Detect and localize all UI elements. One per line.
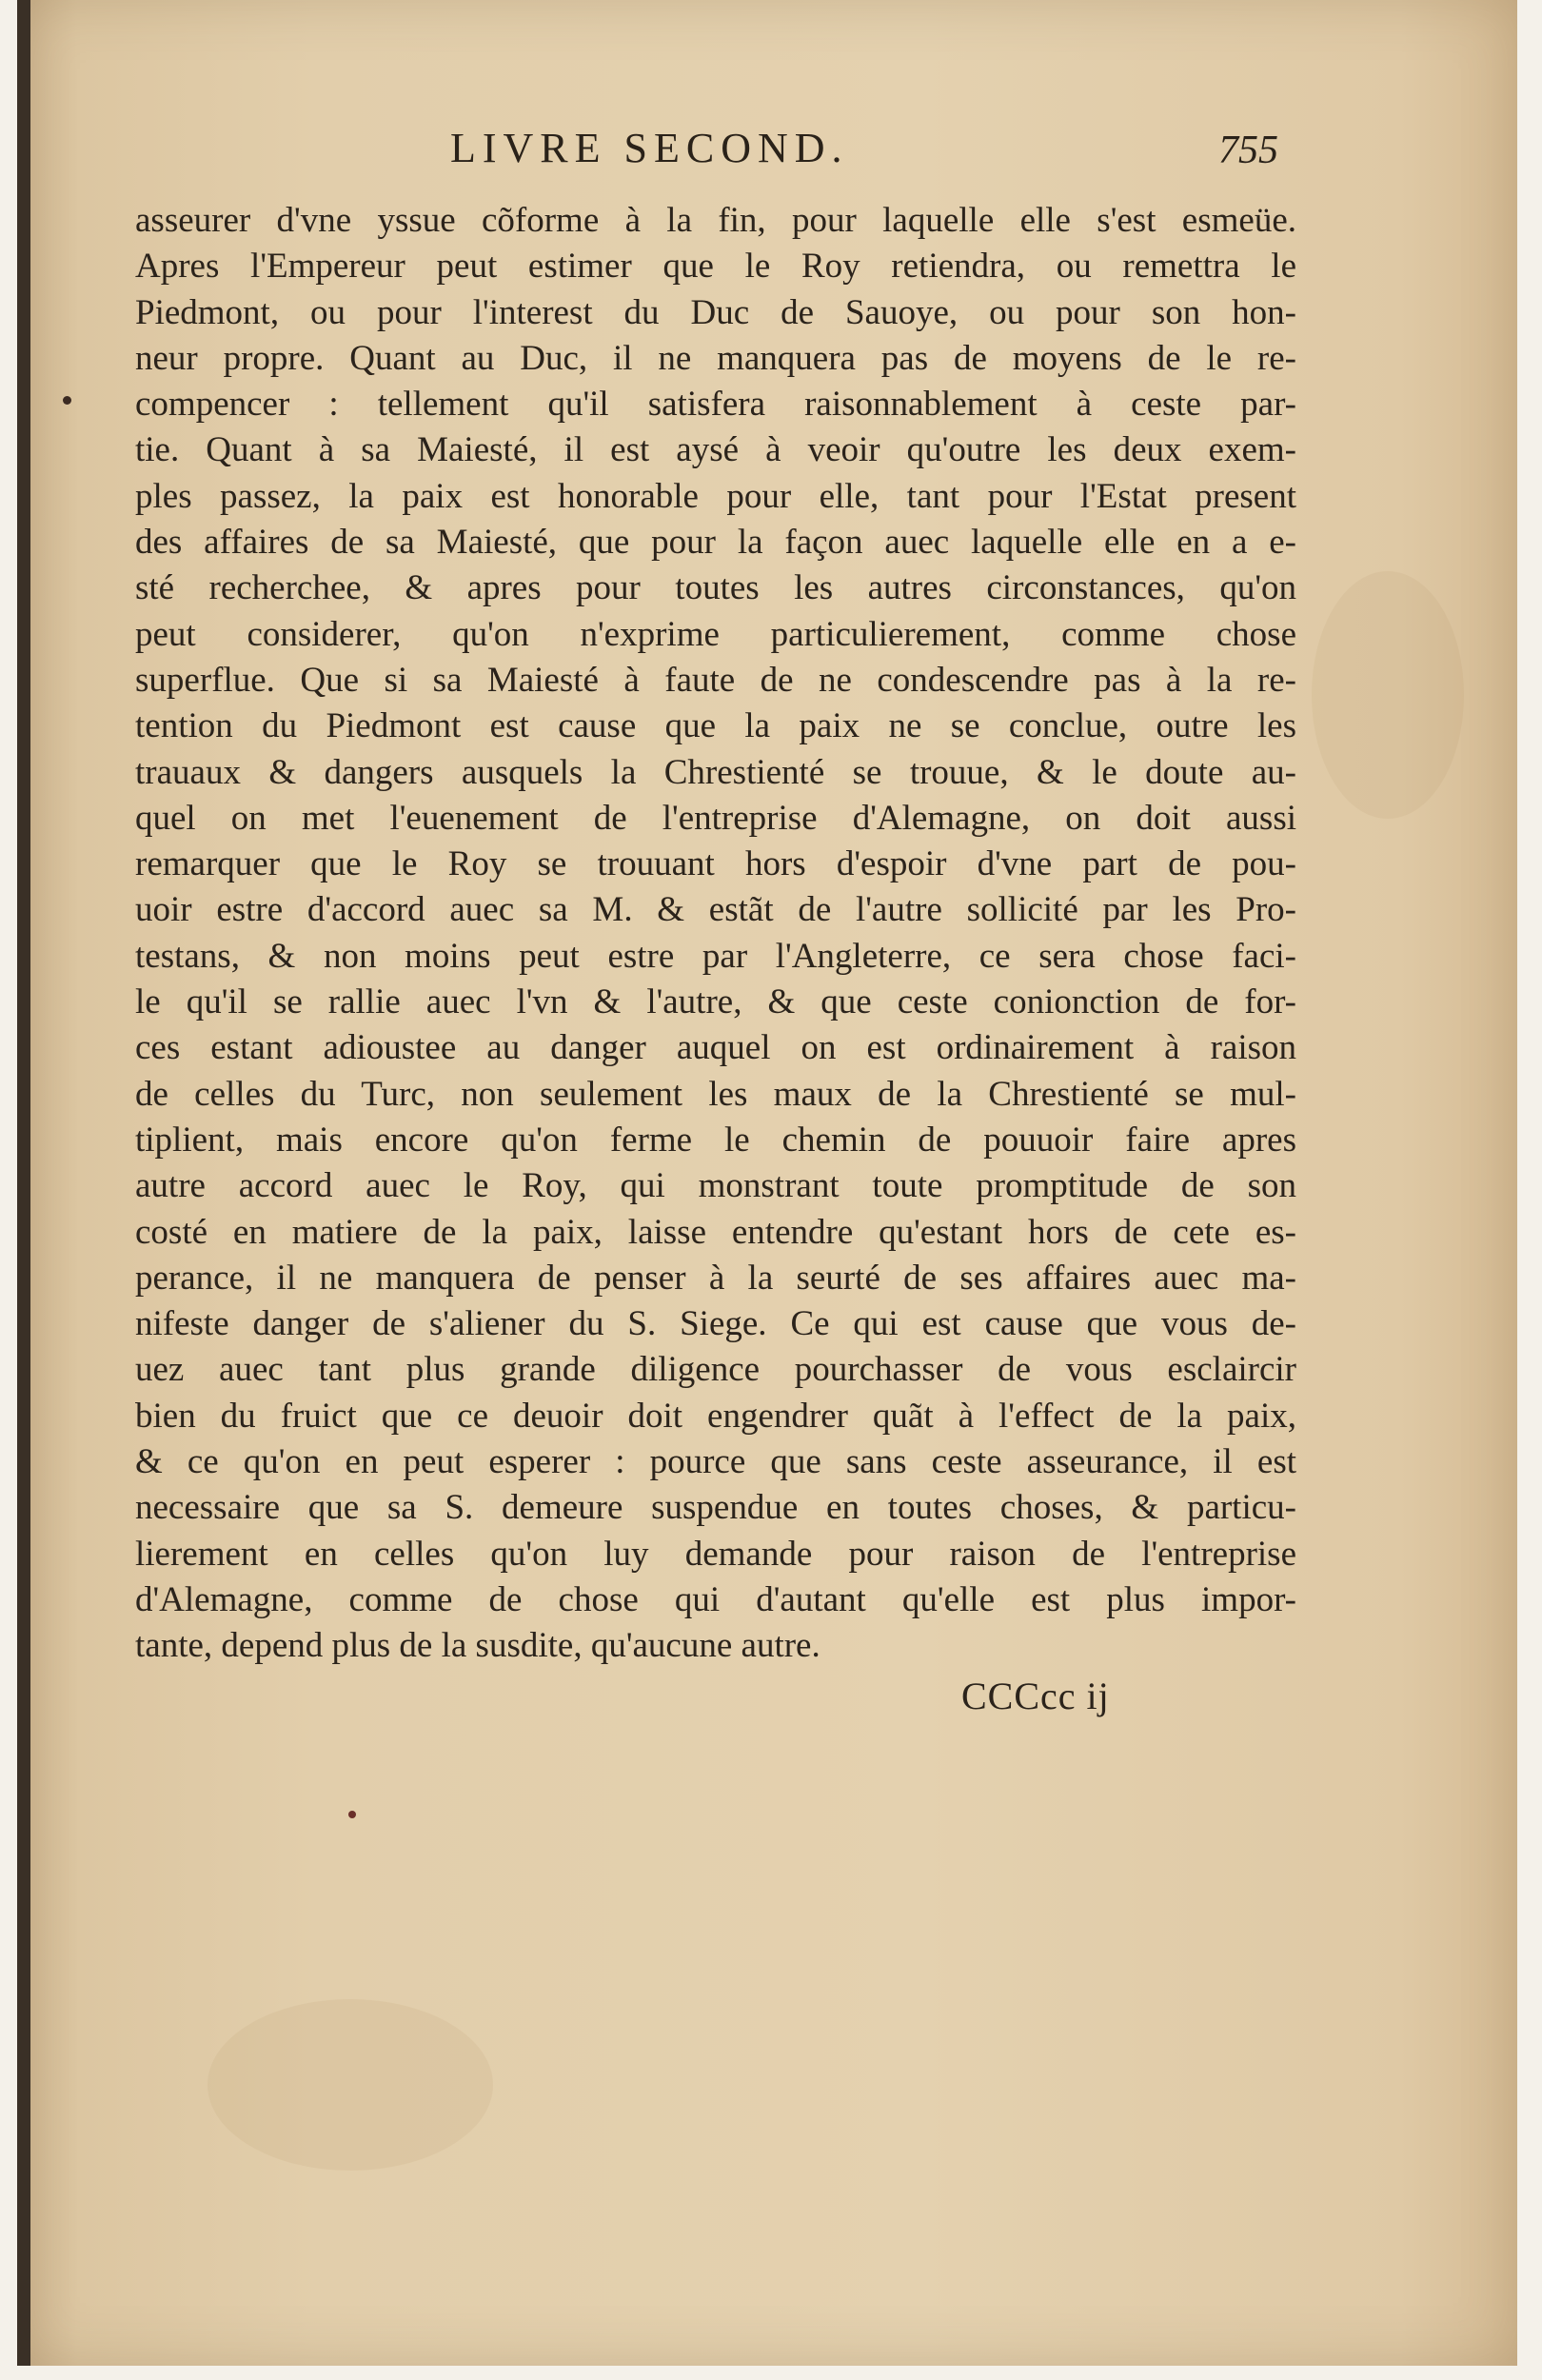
text-line: neur propre. Quant au Duc, il ne manquera pas de moyens de le re- [135,338,1296,378]
text-line: tention du Piedmont est cause que la paix ne se conclue, outre les [135,706,1296,746]
text-line: tante, depend plus de la susdite, qu'aucune autre. [135,1626,820,1666]
text-line: tie. Quant à sa Maiesté, il est aysé à veoir qu'outre les deux exem- [135,430,1296,470]
text-line: des affaires de sa Maiesté, que pour la façon auec laquelle elle en a e- [135,523,1296,563]
text-line: testans, & non moins peut estre par l'Angleterre, ce sera chose faci- [135,936,1296,976]
text-line: superflue. Que si sa Maiesté à faute de ne condescendre pas à la re- [135,660,1296,700]
text-line: trauaux & dangers ausquels la Chrestienté se trouue, & le doute au- [135,752,1296,792]
text-line: remarquer que le Roy se trouuant hors d'espoir d'vne part de pou- [135,844,1296,884]
page-right-edge [1517,0,1525,2366]
text-line: asseurer d'vne yssue cõforme à la fin, pour laquelle elle s'est esmeüe. [135,201,1296,240]
page-binding-shadow [17,0,30,2366]
text-line: nifeste danger de s'aliener du S. Siege. Ce qui est cause que vous de- [135,1304,1296,1344]
body-text [135,198,1296,1670]
page-number: 755 [1218,129,1278,172]
ink-spot [348,1811,356,1818]
text-line: autre accord auec le Roy, qui monstrant toute promptitude de son [135,1166,1296,1206]
text-line: lierement en celles qu'on luy demande pour raison de l'entreprise [135,1534,1296,1574]
text-line: costé en matiere de la paix, laisse entendre qu'estant hors de cete es- [135,1212,1296,1252]
text-line: & ce qu'on en peut esperer : pource que sans ceste asseurance, il est [135,1442,1296,1482]
paper-stain [1312,571,1464,819]
text-line: ces estant adioustee au danger auquel on est ordinairement à raison [135,1028,1296,1068]
running-head [17,124,1521,181]
signature-mark: CCCcc ij [961,1675,1110,1717]
text-line: sté recherchee, & apres pour toutes les autres circonstances, qu'on [135,568,1296,608]
text-line: ples passez, la paix est honorable pour elle, tant pour l'Estat present [135,476,1296,516]
text-line: peut considerer, qu'on n'exprime particulierement, comme chose [135,614,1296,654]
text-line: compencer : tellement qu'il satisfera raisonnablement à ceste par- [135,385,1296,425]
text-line: Piedmont, ou pour l'interest du Duc de Sauoye, ou pour son hon- [135,292,1296,332]
paper-stain [208,1999,493,2171]
text-line: perance, il ne manquera de penser à la seurté de ses affaires auec ma- [135,1258,1296,1298]
text-line: Apres l'Empereur peut estimer que le Roy retiendra, ou remettra le [135,247,1296,287]
text-line: le qu'il se rallie auec l'vn & l'autre, & que ceste conionction de for- [135,982,1296,1022]
text-line: uez auec tant plus grande diligence pourchasser de vous esclaircir [135,1350,1296,1390]
text-line: d'Alemagne, comme de chose qui d'autant qu'elle est plus impor- [135,1579,1296,1619]
text-line: uoir estre d'accord auec sa M. & estãt de l'autre sollicité par les Pro- [135,890,1296,930]
text-line: bien du fruict que ce deuoir doit engendrer quãt à l'effect de la paix, [135,1396,1296,1436]
text-line: necessaire que sa S. demeure suspendue en toutes choses, & particu- [135,1488,1296,1528]
running-head-title: LIVRE SECOND. [450,125,849,171]
ink-spot [63,396,71,405]
book-page [17,0,1521,2366]
text-line: quel on met l'euenement de l'entreprise d'Alemagne, on doit aussi [135,798,1296,838]
text-line: de celles du Turc, non seulement les maux de la Chrestienté se mul- [135,1074,1296,1114]
text-line: tiplient, mais encore qu'on ferme le chemin de pouuoir faire apres [135,1120,1296,1160]
